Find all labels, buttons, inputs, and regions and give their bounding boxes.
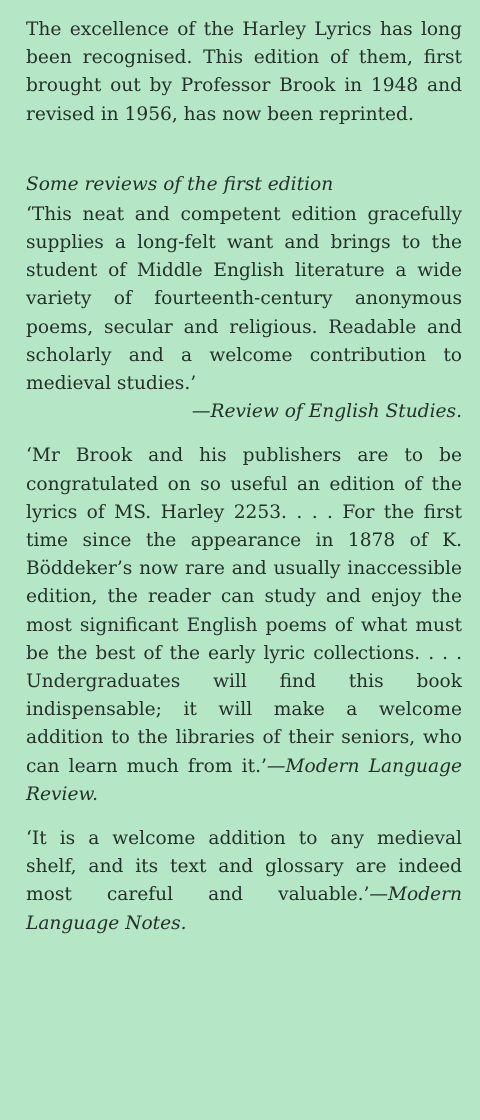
reviews-list — [26, 201, 462, 938]
review-1-text: ‘This neat and competent edition gracefully supplies a long-felt want and brings to the student of Middle English literature a wide variety of fourteenth-century anonymous poems, secular and religious. Readable and scholarly and a welcome contribution to medieval studies.’ — [26, 203, 462, 395]
review-3-quote — [26, 825, 462, 938]
review-quote-3 — [26, 825, 462, 938]
review-2-source: —Modern Language Review. — [26, 755, 462, 805]
review-3-text: ‘It is a welcome addition to any medieval shelf, and its text and glossary are indeed most careful and valuable.’ — [26, 828, 462, 906]
review-quote-1 — [26, 201, 462, 427]
review-3-source: —Modern Language Notes. — [26, 884, 462, 934]
review-quote-2 — [26, 442, 462, 809]
review-1-source: —Review of English Studies. — [191, 401, 462, 423]
review-2-quote — [26, 442, 462, 809]
reviews-heading: Some reviews of the first edition — [26, 173, 334, 195]
review-2-text: ‘Mr Brook and his publishers are to be congratulated on so useful an edition of the lyrics of MS. Harley 2253. . . . For the first time since the appearance in 1878 of K. Böddeker’s now rare and usually inaccessible edition, the reader can study and enjoy the most significant English poems of what must be the best of the early lyric collections. . . . Undergraduates will find this book indispensable; it will make a welcome addition to the libraries of their seniors, who can learn much from it.’ — [26, 445, 462, 777]
review-1-quote — [26, 201, 462, 398]
intro-paragraph: The excellence of the Harley Lyrics has long been recognised. This edition of them, first brought out by Professor Brook in 1948 and revised in 1956, has now been reprinted. — [26, 19, 462, 125]
